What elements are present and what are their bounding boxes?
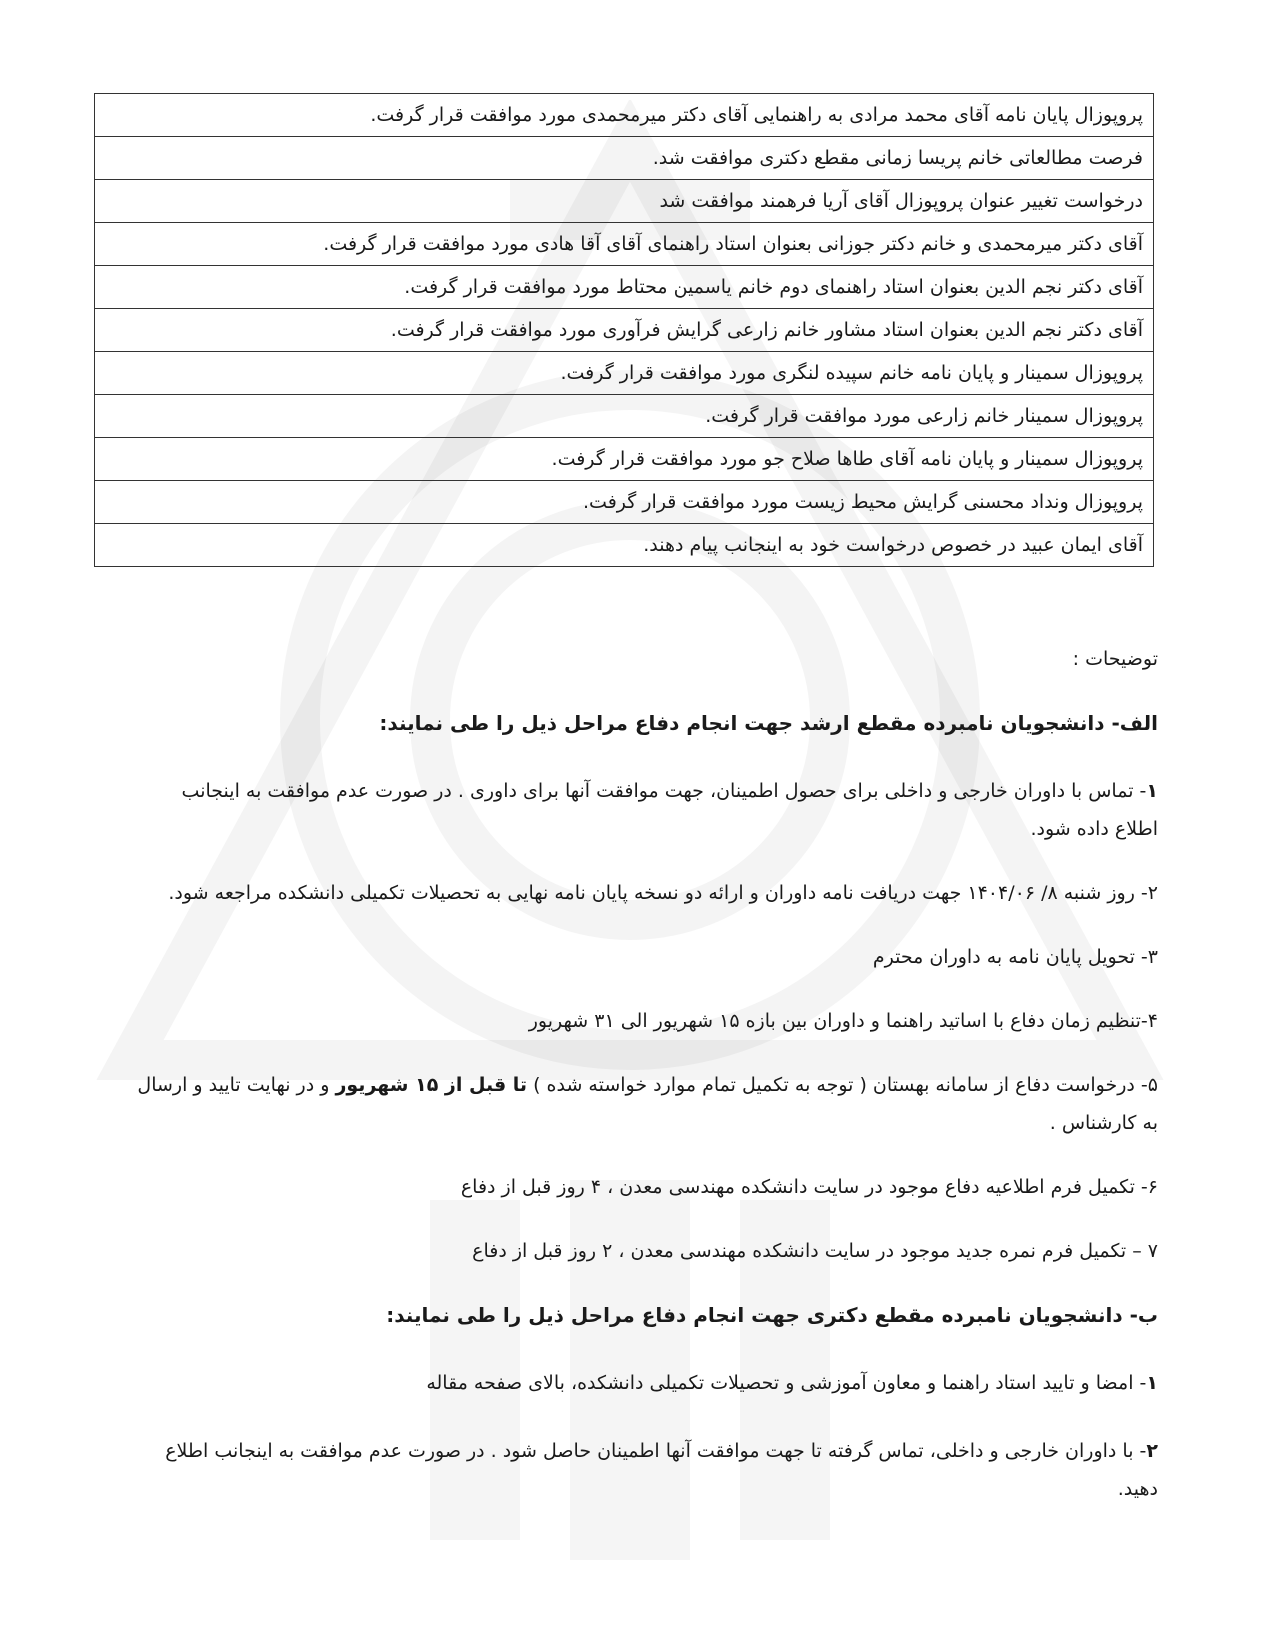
table-cell: آقای ایمان عبید در خصوص درخواست خود به اینجانب پیام دهند. xyxy=(95,524,1154,567)
section-b-item-2 xyxy=(94,1432,1158,1470)
section-a-heading: الف- دانشجویان نامبرده مقطع ارشد جهت انجام دفاع مراحل ذیل را طی نمایند: xyxy=(379,711,1158,735)
section-a-item-6: ۶- تکمیل فرم اطلاعیه دفاع موجود در سایت دانشکده مهندسی معدن ، ۴ روز قبل از دفاع xyxy=(460,1176,1158,1198)
section-b-item-1 xyxy=(94,1364,1158,1402)
table-cell: درخواست تغییر عنوان پروپوزال آقای آریا فرهمند موافقت شد xyxy=(95,180,1154,223)
section-a-item-5-continued: به کارشناس . xyxy=(1049,1112,1158,1134)
deadline-emphasis: تا قبل از ۱۵ شهریور xyxy=(335,1074,528,1096)
table-row xyxy=(95,137,1154,180)
table-cell: آقای دکتر نجم الدین بعنوان استاد مشاور خانم زارعی گرایش فرآوری مورد موافقت قرار گرفت. xyxy=(95,309,1154,352)
table-cell: آقای دکتر نجم الدین بعنوان استاد راهنمای دوم خانم یاسمین محتاط مورد موافقت قرار گرفت. xyxy=(95,266,1154,309)
item-text: ۵- درخواست دفاع از سامانه بهستان ( توجه به تکمیل تمام موارد خواسته شده ) xyxy=(527,1074,1158,1096)
table-row xyxy=(95,352,1154,395)
table-row xyxy=(95,223,1154,266)
resolutions-table xyxy=(94,93,1154,567)
section-a-item-1-continued: اطلاع داده شود. xyxy=(1030,818,1158,840)
table-row xyxy=(95,524,1154,567)
item-text: و در نهایت تایید و ارسال xyxy=(137,1074,336,1096)
table-cell: پروپوزال سمینار خانم زارعی مورد موافقت قرار گرفت. xyxy=(95,395,1154,438)
table-cell: پروپوزال ونداد محسنی گرایش محیط زیست مورد موافقت قرار گرفت. xyxy=(95,481,1154,524)
item-text: - امضا و تایید استاد راهنما و معاون آموزشی و تحصیلات تکمیلی دانشکده، بالای صفحه مقاله xyxy=(426,1372,1147,1394)
table-cell: آقای دکتر میرمحمدی و خانم دکتر جوزانی بعنوان استاد راهنمای آقای آقا هادی مورد موافقت قرار گرفت. xyxy=(95,223,1154,266)
table-row xyxy=(95,438,1154,481)
table-cell: پروپوزال پایان نامه آقای محمد مرادی به راهنمایی آقای دکتر میرمحمدی مورد موافقت قرار گرفت. xyxy=(95,94,1154,137)
section-b-heading: ب- دانشجویان نامبرده مقطع دکتری جهت انجام دفاع مراحل ذیل را طی نمایند: xyxy=(386,1303,1158,1327)
notes-label: توضیحات : xyxy=(1072,648,1158,670)
item-number: ۱ xyxy=(1146,1372,1158,1394)
table-cell: فرصت مطالعاتی خانم پریسا زمانی مقطع دکتری موافقت شد. xyxy=(95,137,1154,180)
table-cell: پروپوزال سمینار و پایان نامه آقای طاها صلاح جو مورد موافقت قرار گرفت. xyxy=(95,438,1154,481)
table-row xyxy=(95,266,1154,309)
section-a-item-7: ۷ – تکمیل فرم نمره جدید موجود در سایت دانشکده مهندسی معدن ، ۲ روز قبل از دفاع xyxy=(472,1240,1158,1262)
section-a-item-4: ۴-تنظیم زمان دفاع با اساتید راهنما و داوران بین بازه ۱۵ شهریور الی ۳۱ شهریور xyxy=(528,1010,1158,1032)
item-number: ۱ xyxy=(1146,780,1158,802)
item-text: - با داوران خارجی و داخلی، تماس گرفته تا جهت موافقت آنها اطمینان حاصل شود . در صورت عدم موافقت به اینجانب اطلاع xyxy=(165,1440,1147,1462)
notes-section xyxy=(94,640,1158,1508)
section-a-item-1 xyxy=(94,772,1158,810)
section-a-item-5 xyxy=(94,1066,1158,1104)
table-row xyxy=(95,94,1154,137)
table-row xyxy=(95,395,1154,438)
table-cell: پروپوزال سمینار و پایان نامه خانم سپیده لنگری مورد موافقت قرار گرفت. xyxy=(95,352,1154,395)
section-a-item-2: ۲- روز شنبه ۸/ ۱۴۰۴/۰۶ جهت دریافت نامه داوران و ارائه دو نسخه پایان نامه نهایی به تحصیلات تکمیلی دانشکده مراجعه شود. xyxy=(168,882,1158,904)
table-row xyxy=(95,180,1154,223)
item-text: - تماس با داوران خارجی و داخلی برای حصول اطمینان، جهت موافقت آنها برای داوری . در صورت عدم موافقت به اینجانب xyxy=(181,780,1147,802)
item-number: ۲ xyxy=(1146,1440,1158,1462)
table-row xyxy=(95,481,1154,524)
section-b-item-2-continued: دهید. xyxy=(1117,1478,1158,1500)
section-a-item-3: ۳- تحویل پایان نامه به داوران محترم xyxy=(872,946,1158,968)
table-row xyxy=(95,309,1154,352)
